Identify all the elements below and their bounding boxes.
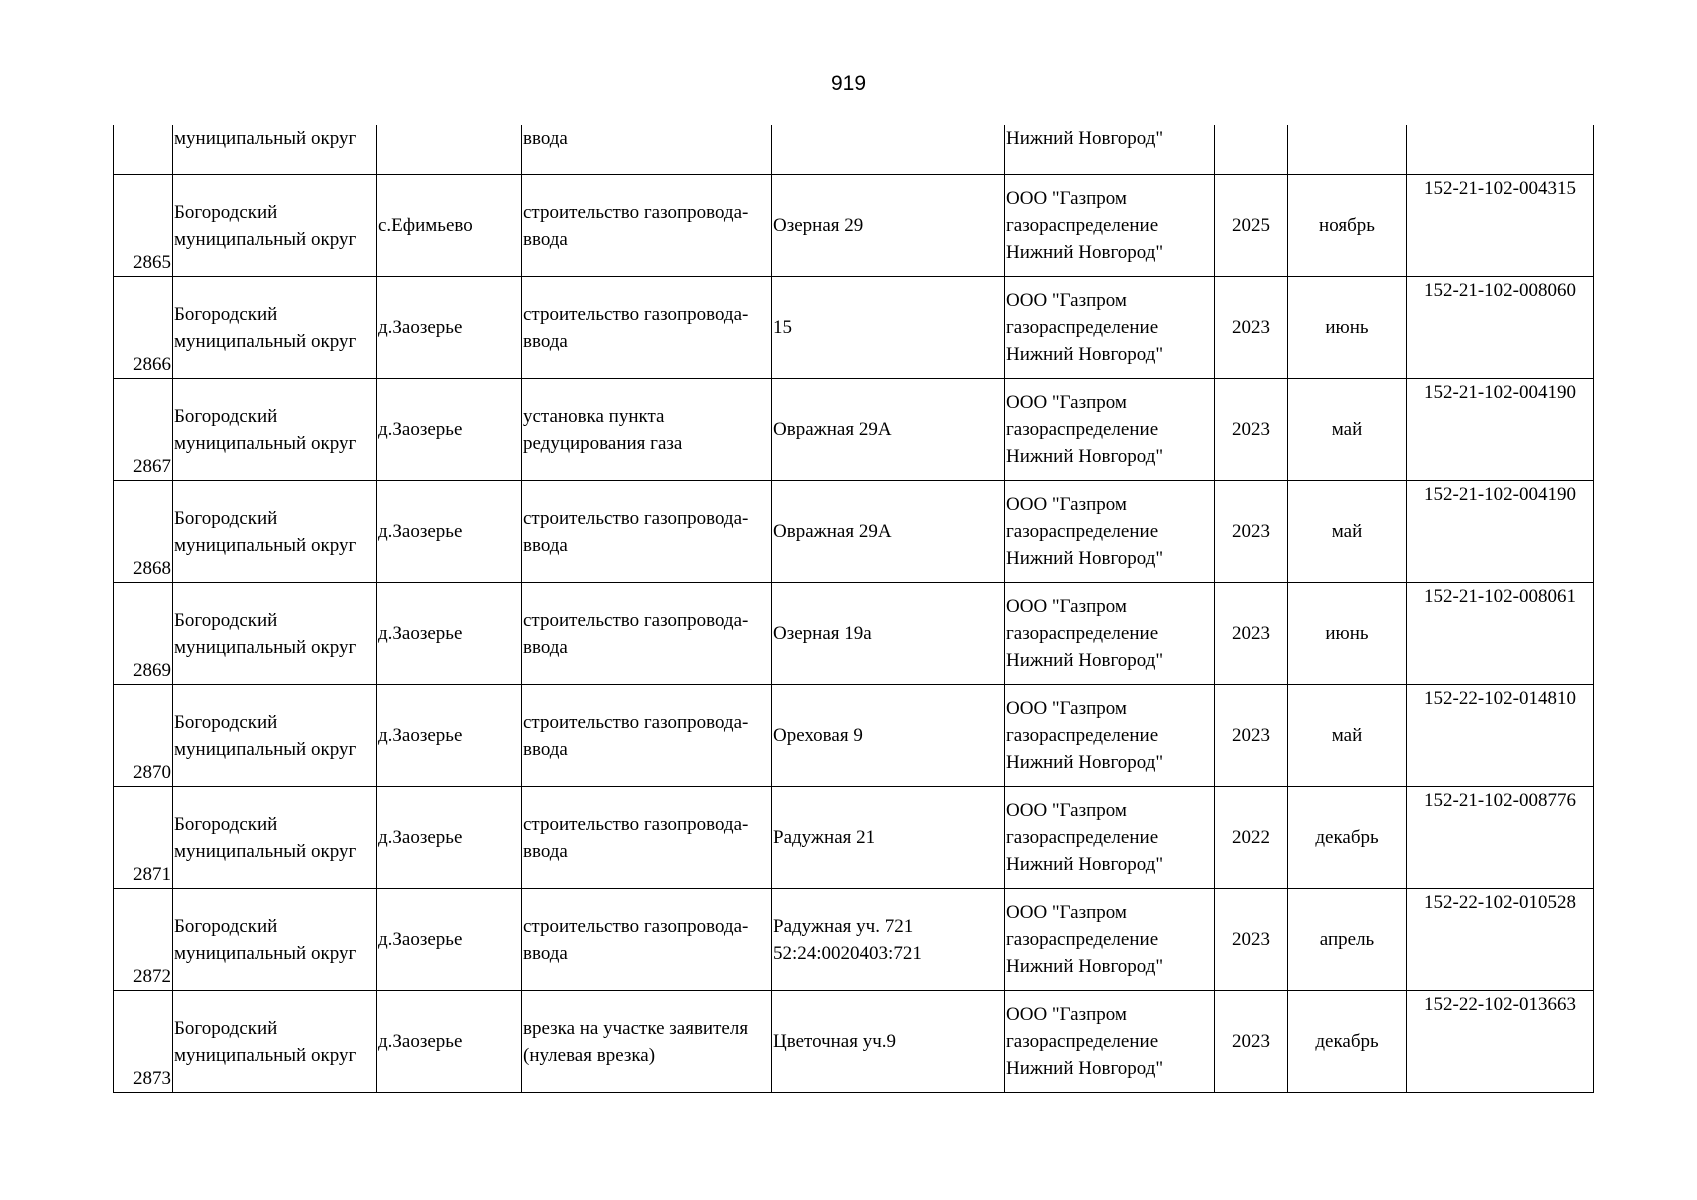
address-cell [772, 583, 1005, 685]
organization-line: Нижний Новгород" [1006, 344, 1164, 365]
application-code-cell: 152-21-102-004315 [1407, 175, 1594, 277]
gasification-register-table [113, 125, 1594, 1093]
district-line: муниципальный округ [174, 1044, 357, 1066]
month-cell: май [1288, 379, 1407, 481]
organization-line: ООО "Газпром [1006, 1004, 1127, 1025]
organization-cell [1005, 991, 1215, 1093]
organization-line: ООО "Газпром [1006, 392, 1127, 413]
year-cell: 2023 [1215, 991, 1288, 1093]
address-line: Озерная 29 [773, 215, 864, 236]
district-cell: муниципальный округ [173, 125, 377, 175]
table-row [114, 481, 1594, 583]
district-line: муниципальный округ [174, 534, 357, 556]
work-type-cell [522, 685, 772, 787]
address-cell [772, 991, 1005, 1093]
district-line: Богородский [174, 711, 278, 733]
district-cell [173, 889, 377, 991]
application-code-cell [1407, 125, 1594, 175]
settlement-cell [377, 125, 522, 175]
district-line: муниципальный округ [174, 432, 357, 454]
application-code-cell: 152-22-102-013663 [1407, 991, 1594, 1093]
address-cell [772, 787, 1005, 889]
work-type-line: строительство газопровода- [523, 711, 749, 733]
settlement-cell: д.Заозерье [377, 277, 522, 379]
work-type-line: (нулевая врезка) [523, 1044, 656, 1066]
work-type-cell [522, 277, 772, 379]
work-type-line: ввода [523, 534, 568, 556]
year-cell: 2023 [1215, 277, 1288, 379]
address-cell [772, 379, 1005, 481]
year-cell [1215, 125, 1288, 175]
work-type-line: ввода [523, 636, 568, 658]
organization-line: газораспределение [1006, 623, 1159, 644]
district-line: Богородский [174, 201, 278, 223]
work-type-line: строительство газопровода- [523, 609, 749, 631]
district-line: Богородский [174, 303, 278, 325]
month-cell: июнь [1288, 277, 1407, 379]
work-type-line: строительство газопровода- [523, 201, 749, 223]
work-type-line: ввода [523, 840, 568, 862]
work-type-line: строительство газопровода- [523, 303, 749, 325]
organization-line: ООО "Газпром [1006, 596, 1127, 617]
month-cell: май [1288, 685, 1407, 787]
work-type-cell [522, 583, 772, 685]
district-cell [173, 379, 377, 481]
district-line: Богородский [174, 609, 278, 631]
month-cell [1288, 125, 1407, 175]
district-cell [173, 277, 377, 379]
address-line: 52:24:0020403:721 [773, 942, 922, 964]
settlement-cell: д.Заозерье [377, 379, 522, 481]
row-number-cell: 2871 [114, 787, 173, 889]
district-line: муниципальный округ [174, 738, 357, 760]
row-number-cell: 2872 [114, 889, 173, 991]
organization-line: ООО "Газпром [1006, 290, 1127, 311]
district-line: муниципальный округ [174, 636, 357, 658]
work-type-line: строительство газопровода- [523, 507, 749, 529]
organization-line: Нижний Новгород" [1006, 1058, 1164, 1079]
address-line: Радужная 21 [773, 827, 876, 848]
district-line: Богородский [174, 1017, 278, 1039]
continuation-row [114, 125, 1594, 175]
address-line: Овражная 29А [773, 521, 892, 542]
row-number-cell [114, 125, 173, 175]
settlement-cell: д.Заозерье [377, 991, 522, 1093]
application-code-cell: 152-21-102-008776 [1407, 787, 1594, 889]
month-cell: май [1288, 481, 1407, 583]
application-code-cell: 152-22-102-014810 [1407, 685, 1594, 787]
table-row [114, 991, 1594, 1093]
organization-line: Нижний Новгород" [1006, 956, 1164, 977]
settlement-cell: д.Заозерье [377, 481, 522, 583]
work-type-line: ввода [523, 942, 568, 964]
application-code-cell: 152-21-102-008061 [1407, 583, 1594, 685]
district-line: муниципальный округ [174, 228, 357, 250]
work-type-line: врезка на участке заявителя [523, 1017, 749, 1039]
organization-cell [1005, 583, 1215, 685]
table-row [114, 175, 1594, 277]
organization-cell: Нижний Новгород" [1005, 125, 1215, 175]
organization-line: ООО "Газпром [1006, 494, 1127, 515]
application-code-cell: 152-21-102-008060 [1407, 277, 1594, 379]
organization-cell [1005, 277, 1215, 379]
month-cell: декабрь [1288, 991, 1407, 1093]
district-line: Богородский [174, 405, 278, 427]
work-type-line: ввода [523, 228, 568, 250]
organization-line: ООО "Газпром [1006, 800, 1127, 821]
district-line: муниципальный округ [174, 330, 357, 352]
month-cell: апрель [1288, 889, 1407, 991]
organization-line: Нижний Новгород" [1006, 446, 1164, 467]
year-cell: 2022 [1215, 787, 1288, 889]
work-type-line: строительство газопровода- [523, 915, 749, 937]
work-type-cell: ввода [522, 125, 772, 175]
work-type-cell [522, 991, 772, 1093]
row-number-cell: 2868 [114, 481, 173, 583]
address-line: 15 [773, 317, 792, 338]
table-row [114, 379, 1594, 481]
month-cell: декабрь [1288, 787, 1407, 889]
organization-line: газораспределение [1006, 215, 1159, 236]
organization-line: газораспределение [1006, 827, 1159, 848]
organization-line: Нижний Новгород" [1006, 548, 1164, 569]
address-line: Озерная 19а [773, 623, 872, 644]
settlement-cell: д.Заозерье [377, 583, 522, 685]
organization-line: Нижний Новгород" [1006, 752, 1164, 773]
work-type-cell [522, 889, 772, 991]
work-type-cell [522, 175, 772, 277]
table-row [114, 583, 1594, 685]
organization-line: газораспределение [1006, 317, 1159, 338]
row-number-cell: 2867 [114, 379, 173, 481]
organization-cell [1005, 685, 1215, 787]
organization-cell [1005, 175, 1215, 277]
address-cell [772, 889, 1005, 991]
settlement-cell: д.Заозерье [377, 685, 522, 787]
district-cell [173, 583, 377, 685]
address-cell [772, 685, 1005, 787]
row-number-cell: 2869 [114, 583, 173, 685]
table-row [114, 277, 1594, 379]
row-number-cell: 2866 [114, 277, 173, 379]
work-type-line: ввода [523, 330, 568, 352]
year-cell: 2023 [1215, 481, 1288, 583]
organization-cell [1005, 481, 1215, 583]
table-body [114, 125, 1594, 1093]
month-cell: ноябрь [1288, 175, 1407, 277]
row-number-cell: 2873 [114, 991, 173, 1093]
address-line: Цветочная уч.9 [773, 1031, 897, 1052]
address-cell [772, 277, 1005, 379]
year-cell: 2023 [1215, 583, 1288, 685]
organization-line: ООО "Газпром [1006, 902, 1127, 923]
district-line: Богородский [174, 507, 278, 529]
organization-cell [1005, 889, 1215, 991]
organization-line: Нижний Новгород" [1006, 854, 1164, 875]
address-cell [772, 175, 1005, 277]
address-cell [772, 481, 1005, 583]
district-cell [173, 481, 377, 583]
district-cell [173, 991, 377, 1093]
row-number-cell: 2870 [114, 685, 173, 787]
district-line: Богородский [174, 915, 278, 937]
application-code-cell: 152-21-102-004190 [1407, 481, 1594, 583]
settlement-cell: д.Заозерье [377, 889, 522, 991]
district-line: муниципальный округ [174, 840, 357, 862]
address-line: Радужная уч. 721 [773, 915, 914, 937]
organization-line: газораспределение [1006, 1031, 1159, 1052]
organization-line: газораспределение [1006, 521, 1159, 542]
organization-line: газораспределение [1006, 929, 1159, 950]
page-number: 919 [830, 72, 867, 95]
work-type-line: редуцирования газа [523, 432, 683, 454]
table-row [114, 889, 1594, 991]
organization-cell [1005, 787, 1215, 889]
row-number-cell: 2865 [114, 175, 173, 277]
district-line: муниципальный округ [174, 942, 357, 964]
work-type-cell [522, 379, 772, 481]
work-type-line: строительство газопровода- [523, 813, 749, 835]
address-line: Овражная 29А [773, 419, 892, 440]
year-cell: 2023 [1215, 685, 1288, 787]
district-cell [173, 175, 377, 277]
work-type-line: установка пункта [523, 405, 665, 427]
year-cell: 2023 [1215, 379, 1288, 481]
organization-line: газораспределение [1006, 725, 1159, 746]
work-type-cell [522, 787, 772, 889]
address-cell [772, 125, 1005, 175]
district-cell [173, 685, 377, 787]
application-code-cell: 152-22-102-010528 [1407, 889, 1594, 991]
organization-line: Нижний Новгород" [1006, 650, 1164, 671]
organization-line: ООО "Газпром [1006, 188, 1127, 209]
organization-cell [1005, 379, 1215, 481]
settlement-cell: с.Ефимьево [377, 175, 522, 277]
district-line: Богородский [174, 813, 278, 835]
organization-line: газораспределение [1006, 419, 1159, 440]
address-line: Ореховая 9 [773, 725, 863, 746]
work-type-line: ввода [523, 738, 568, 760]
year-cell: 2025 [1215, 175, 1288, 277]
table-row [114, 685, 1594, 787]
table-row [114, 787, 1594, 889]
district-cell [173, 787, 377, 889]
organization-line: ООО "Газпром [1006, 698, 1127, 719]
work-type-cell [522, 481, 772, 583]
application-code-cell: 152-21-102-004190 [1407, 379, 1594, 481]
organization-line: Нижний Новгород" [1006, 242, 1164, 263]
month-cell: июнь [1288, 583, 1407, 685]
settlement-cell: д.Заозерье [377, 787, 522, 889]
year-cell: 2023 [1215, 889, 1288, 991]
